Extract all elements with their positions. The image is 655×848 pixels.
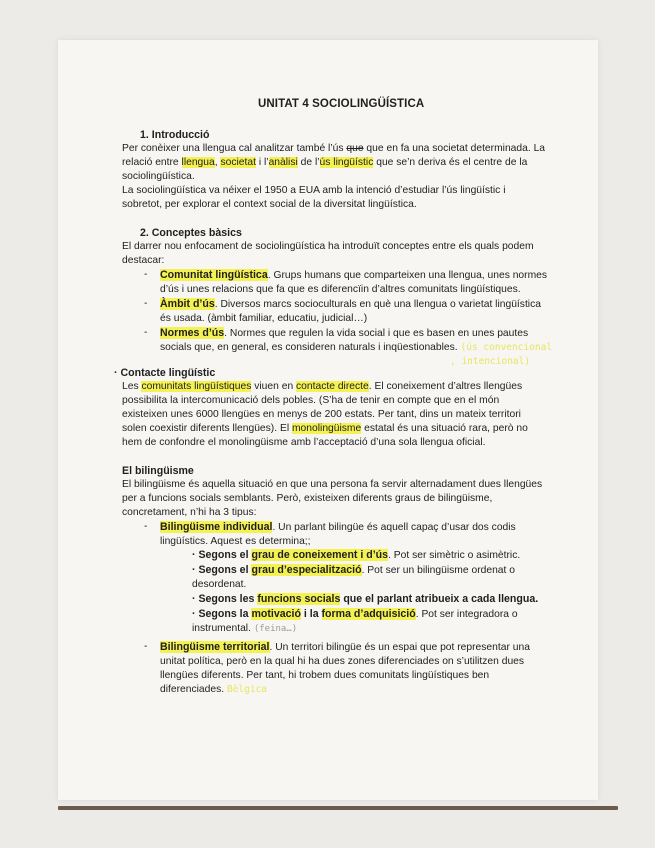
document-title: UNITAT 4 SOCIOLINGÜÍSTICA xyxy=(258,98,425,110)
list-item: - Normes d’ús. Normes que regulen la vida social i que es basen en unes pautes socials que, en general, es consideren naturals i inqüestionables. (ús convencional , intencional) xyxy=(144,327,553,367)
section-contacte-heading: · Contacte lingüístic xyxy=(114,367,216,379)
list-item: - Bilingüisme territorial. Un territori bilingüe és un espai que pot representar una unitat política, però en la qual hi ha dues zones diferenciades on s’utilitzen dues llengües diferents. Per tant, hi trobem dues comunitats lingüístiques ben diferenciades. Bèlgica xyxy=(144,641,530,695)
handwritten-note: (feina…) xyxy=(253,624,298,634)
section-introduccio-heading: 1. Introducció xyxy=(140,129,210,141)
list-item: - Àmbit d’ús. Diversos marcs socioculturals en què una llengua o varietat lingüística és usada. (àmbit familiar, educatiu, judicial…) xyxy=(144,298,541,324)
sublist-item: · Segons el grau de coneixement i d’ús. Pot ser simètric o asimètric. xyxy=(192,549,521,561)
section-bilinguisme-heading: El bilingüisme xyxy=(122,465,194,477)
section-introduccio-body: Per conèixer una llengua cal analitzar també l’ús que que en fa una societat determinada. La relació entre llengua, societat i l’anàlisi de l’ús lingüístic que se’n deriva és el centre de la sociolingüística. La sociolingüística va néixer el 1950 a EUA amb la intenció d’estudiar l’ús lingüístic i sobretot, per explorar el context social de la diversitat lingüística. xyxy=(122,143,546,210)
section-conceptes-intro: El darrer nou enfocament de sociolingüística ha introduït conceptes entre els quals podem destacar: xyxy=(122,241,534,266)
handwritten-note: (ús convencional xyxy=(460,342,553,353)
page-bottom-edge xyxy=(58,806,618,810)
section-bilinguisme-intro: El bilingüisme és aquella situació en que una persona fa servir alternadament dues llengües per a funcions socials semblants. Però, existeixen diferents graus de bilingüisme, concretament, n’hi ha 3 tipus: xyxy=(122,479,543,518)
sublist-item: · Segons la motivació i la forma d’adquisició. Pot ser integradora o xyxy=(192,608,518,620)
handwritten-note: , intencional) xyxy=(450,356,531,367)
conceptes-list xyxy=(144,268,554,369)
list-item: - Comunitat lingüística. Grups humans que comparteixen una llengua, unes normes d’ús i unes relacions que fa que es diferencïin d’altres comunitats lingüístiques. xyxy=(144,269,548,295)
sublist-item: · Segons el grau d’especialització. Pot ser un bilingüisme ordenat o xyxy=(192,564,515,576)
bilinguisme-list-2 xyxy=(144,640,554,697)
bilinguisme-individual-sublist: · Segons el grau de coneixement i d’ús. Pot ser simètric o asimètric. · Segons el grau d’especialització. Pot ser un bilingüisme ordenat o desordenat. · Segons les funcions socials que el parlant atribueix a cada llengua. · Segons la motivació i la forma d’adquisició. Pot ser integradora o instrumental. (feina…) xyxy=(192,548,552,636)
handwritten-note: Bèlgica xyxy=(226,684,268,695)
section-contacte-body: Les comunitats lingüístiques viuen en contacte directe. El coneixement d’altres llengües possibilita la intercomunicació dels pobles. (S’ha de tenir en compte que en el món existeixen unes 6000 llengües en menys de 200 estats. Per tant, dins un mateix territori solen coexistir diferents llengües). El monolingüisme estatal és una situació rara, però no hem de confondre el monolingüisme amb l’acceptació d’una sola llengua oficial. xyxy=(122,381,528,448)
section-conceptes-heading: 2. Conceptes bàsics xyxy=(140,227,242,239)
list-item: - Bilingüisme individual. Un parlant bilingüe és aquell capaç d’usar dos codis lingüístics. Aquest es determina;; xyxy=(144,521,516,547)
sublist-item: · Segons les funcions socials que el parlant atribueix a cada llengua. xyxy=(192,593,539,605)
bilinguisme-list xyxy=(144,520,554,549)
